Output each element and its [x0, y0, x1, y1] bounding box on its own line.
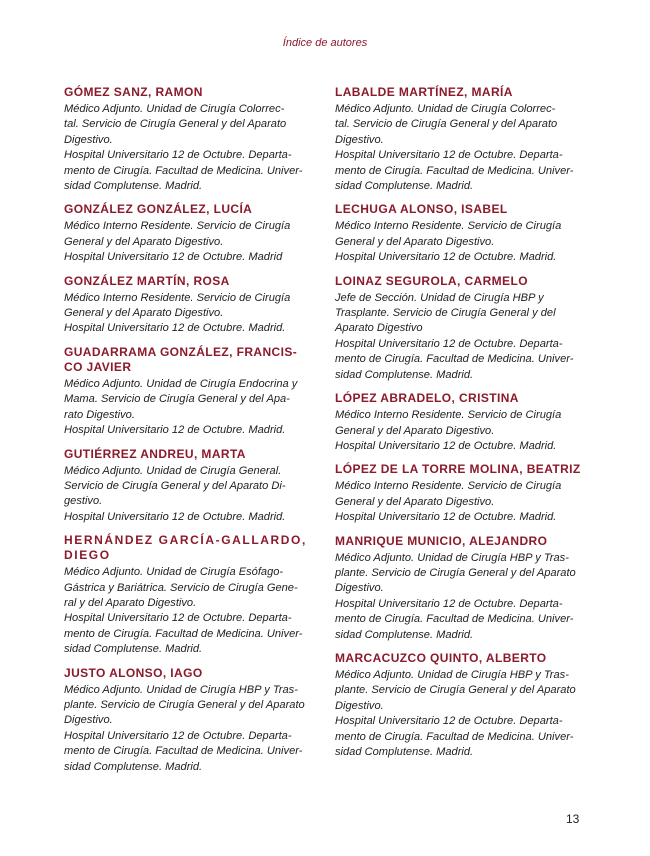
page-number: 13 — [566, 812, 580, 826]
author-name: GONZÁLEZ GONZÁLEZ, LUCÍA — [64, 202, 253, 217]
author-affiliation: Médico Interno Residente. Servicio de Cirugía General y del Aparato Digestivo. Hospital Universitario 12 de Octubre. Madrid — [64, 220, 291, 264]
author-affiliation: Médico Adjunto. Unidad de Cirugía Colorrec- tal. Servicio de Cirugía General y del Aparato Digestivo. Hospital Universitario 12 de Octubre. Departa- mento de Cirugía. Facultad de Medicina. Univer- sidad Complutense. Madrid. — [64, 103, 303, 193]
author-entry — [64, 85, 318, 194]
author-affiliation: Médico Adjunto. Unidad de Cirugía HBP y Tras- plante. Servicio de Cirugía General y del Aparato Digestivo. Hospital Universitario 12 de Octubre. Departa- mento de Cirugía. Facultad de Medicina. Univer- sidad Complutense. Madrid. — [335, 551, 576, 641]
author-entry — [64, 345, 318, 439]
author-name: JUSTO ALONSO, IAGO — [64, 665, 203, 680]
author-affiliation: Médico Adjunto. Unidad de Cirugía Esófago- Gástrica y Bariátrica. Servicio de Cirugía Gene- ral y del Aparato Digestivo. Hospital Universitario 12 de Octubre. Departa- mento de Cirugía. Facultad de Medicina. Univer- sidad Complutense. Madrid. — [64, 566, 303, 656]
author-affiliation: Médico Adjunto. Unidad de Cirugía Colorrec- tal. Servicio de Cirugía General y del Aparato Digestivo. Hospital Universitario 12 de Octubre. Departa- mento de Cirugía. Facultad de Medicina. Univer- sidad Complutense. Madrid. — [335, 103, 574, 193]
author-affiliation: Médico Adjunto. Unidad de Cirugía Endocrina y Mama. Servicio de Cirugía General y del Apa- rato Digestivo. Hospital Universitario 12 de Octubre. Madrid. — [64, 377, 298, 437]
author-affiliation: Médico Interno Residente. Servicio de Cirugía General y del Aparato Digestivo. Hospital Universitario 12 de Octubre. Madrid. — [64, 291, 291, 335]
right-column — [335, 85, 587, 768]
author-name: LABALDE MARTÍNEZ, MARÍA — [335, 85, 513, 99]
author-entry — [335, 391, 587, 454]
author-affiliation: Médico Interno Residente. Servicio de Cirugía General y del Aparato Digestivo. Hospital Universitario 12 de Octubre. Madrid. — [335, 409, 562, 452]
author-name: LECHUGA ALONSO, ISABEL — [335, 202, 508, 217]
author-affiliation: Médico Interno Residente. Servicio de Cirugía General y del Aparato Digestivo. Hospital Universitario 12 de Octubre. Madrid. — [335, 220, 562, 264]
left-column — [64, 85, 318, 783]
author-name: LÓPEZ ABRADELO, CRISTINA — [335, 391, 519, 406]
author-entry — [64, 666, 318, 775]
author-entry — [335, 274, 587, 383]
author-name: LOINAZ SEGUROLA, CARMELO — [335, 273, 528, 288]
author-name: GONZÁLEZ MARTÍN, ROSA — [64, 273, 230, 288]
author-entry — [335, 202, 587, 265]
author-affiliation: Médico Interno Residente. Servicio de Cirugía General y del Aparato Digestivo. Hospital Universitario 12 de Octubre. Madrid. — [335, 480, 562, 524]
author-entry — [335, 534, 587, 643]
author-entry — [64, 202, 318, 265]
author-entry — [64, 447, 318, 526]
author-entry — [64, 274, 318, 337]
author-name: MARCACUZCO QUINTO, ALBERTO — [335, 650, 547, 665]
author-name: GUTIÉRREZ ANDREU, MARTA — [64, 446, 246, 461]
author-entry — [335, 651, 587, 760]
author-entry — [64, 533, 318, 657]
author-name: GÓMEZ SANZ, RAMON — [64, 85, 203, 99]
author-name: LÓPEZ DE LA TORRE MOLINA, BEATRIZ — [335, 462, 581, 477]
author-name: GUADARRAMA GONZÁLEZ, FRANCIS- CO JAVIER — [64, 344, 298, 374]
author-name: MANRIQUE MUNICIO, ALEJANDRO — [335, 533, 548, 548]
author-affiliation: Médico Adjunto. Unidad de Cirugía HBP y Tras- plante. Servicio de Cirugía General y del Aparato Digestivo. Hospital Universitario 12 de Octubre. Departa- mento de Cirugía. Facultad de Medicina. Univer- sidad Complutense. Madrid. — [64, 683, 305, 773]
author-name: HERNÁNDEZ GARCÍA-GALLARDO, DIEGO — [64, 533, 307, 563]
author-entry — [335, 85, 587, 194]
author-affiliation: Médico Adjunto. Unidad de Cirugía HBP y Tras- plante. Servicio de Cirugía General y del Aparato Digestivo. Hospital Universitario 12 de Octubre. Departa- mento de Cirugía. Facultad de Medicina. Univer- sidad Complutense. Madrid. — [335, 668, 576, 758]
author-affiliation: Jefe de Sección. Unidad de Cirugía HBP y Trasplante. Servicio de Cirugía General y del Aparato Digestivo Hospital Universitario 12 de Octubre. Departa- mento de Cirugía. Facultad de Medicina. Univer- sidad Complutense. Madrid. — [335, 291, 574, 381]
author-entry — [335, 462, 587, 525]
author-affiliation: Médico Adjunto. Unidad de Cirugía General. Servicio de Cirugía General y del Aparato Di- gestivo. Hospital Universitario 12 de Octubre. Madrid. — [64, 464, 286, 523]
page-header-title: Índice de autores — [282, 37, 368, 49]
